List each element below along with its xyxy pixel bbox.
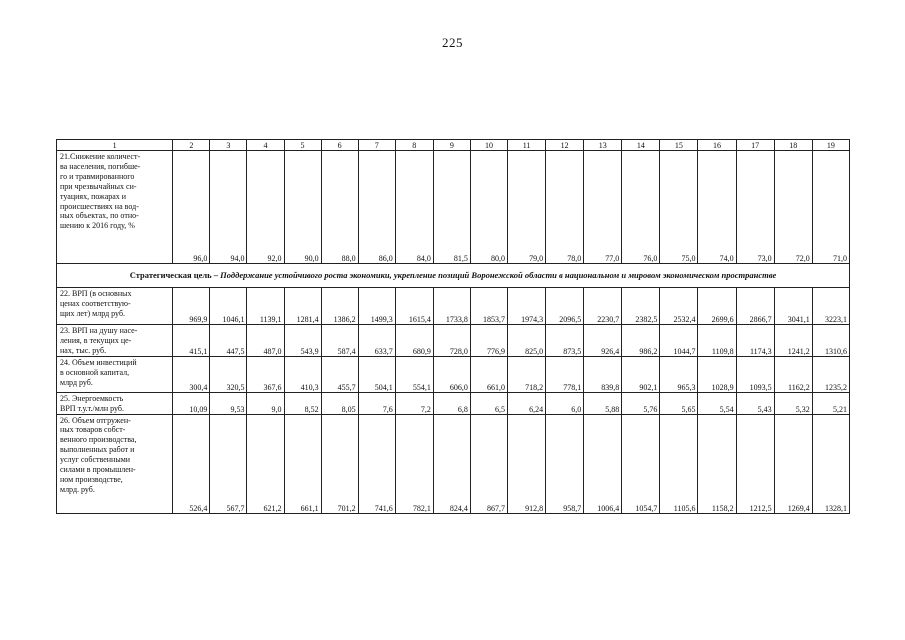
indicator-value: 661,0 — [470, 356, 507, 392]
column-number: 4 — [247, 140, 284, 151]
indicator-value: 6,5 — [470, 392, 507, 414]
column-number: 18 — [774, 140, 812, 151]
indicator-value: 912,8 — [508, 414, 546, 513]
indicator-value: 88,0 — [321, 151, 358, 264]
indicator-value: 606,0 — [433, 356, 470, 392]
indicator-value: 1028,9 — [698, 356, 736, 392]
indicator-value: 1054,7 — [622, 414, 660, 513]
indicator-value: 1006,4 — [584, 414, 622, 513]
indicator-value: 2866,7 — [736, 288, 774, 325]
table-row — [57, 356, 850, 392]
indicator-value: 6,0 — [546, 392, 584, 414]
strategic-goal-cell — [57, 264, 850, 288]
indicator-value: 92,0 — [247, 151, 284, 264]
indicator-value: 300,4 — [173, 356, 210, 392]
column-number: 5 — [284, 140, 321, 151]
table-row — [57, 325, 850, 357]
indicator-value: 1733,8 — [433, 288, 470, 325]
indicator-value: 1281,4 — [284, 288, 321, 325]
indicator-label: 22. ВРП (в основных ценах соответствую- щих лет) млрд руб. — [57, 288, 173, 325]
indicator-value: 2382,5 — [622, 288, 660, 325]
indicator-value: 2230,7 — [584, 288, 622, 325]
column-number: 16 — [698, 140, 736, 151]
table-row — [57, 288, 850, 325]
indicator-value: 567,7 — [210, 414, 247, 513]
indicator-label: 24. Объем инвестиций в основной капитал, млрд руб. — [57, 356, 173, 392]
indicator-value: 1241,2 — [774, 325, 812, 357]
indicator-value: 96,0 — [173, 151, 210, 264]
indicator-value: 824,4 — [433, 414, 470, 513]
indicator-value: 487,0 — [247, 325, 284, 357]
indicator-value: 1044,7 — [660, 325, 698, 357]
indicator-value: 447,5 — [210, 325, 247, 357]
column-number: 13 — [584, 140, 622, 151]
indicator-value: 3041,1 — [774, 288, 812, 325]
indicator-value: 5,54 — [698, 392, 736, 414]
indicator-value: 94,0 — [210, 151, 247, 264]
indicator-value: 7,6 — [358, 392, 395, 414]
indicator-value: 7,2 — [395, 392, 433, 414]
indicator-value: 867,7 — [470, 414, 507, 513]
indicator-value: 958,7 — [546, 414, 584, 513]
indicator-value: 320,5 — [210, 356, 247, 392]
indicator-value: 5,32 — [774, 392, 812, 414]
indicator-value: 986,2 — [622, 325, 660, 357]
column-number: 14 — [622, 140, 660, 151]
indicator-value: 1162,2 — [774, 356, 812, 392]
indicator-value: 84,0 — [395, 151, 433, 264]
indicator-value: 728,0 — [433, 325, 470, 357]
strategic-goal-text: Поддержание устойчивого роста экономики, укрепление позиций Воронежской области в национальном и мировом экономическом пространстве — [220, 270, 777, 280]
indicator-value: 8,52 — [284, 392, 321, 414]
indicator-value: 902,1 — [622, 356, 660, 392]
indicator-value: 5,65 — [660, 392, 698, 414]
indicator-value: 701,2 — [321, 414, 358, 513]
indicator-value: 8,05 — [321, 392, 358, 414]
page-number: 225 — [442, 35, 463, 50]
indicator-value: 1386,2 — [321, 288, 358, 325]
indicator-value: 2096,5 — [546, 288, 584, 325]
indicator-value: 75,0 — [660, 151, 698, 264]
indicator-value: 1499,3 — [358, 288, 395, 325]
indicator-value: 78,0 — [546, 151, 584, 264]
indicator-value: 543,9 — [284, 325, 321, 357]
indicator-value: 410,3 — [284, 356, 321, 392]
indicator-value: 72,0 — [774, 151, 812, 264]
indicator-value: 1093,5 — [736, 356, 774, 392]
indicator-value: 10,09 — [173, 392, 210, 414]
indicator-value: 5,43 — [736, 392, 774, 414]
indicator-value: 1046,1 — [210, 288, 247, 325]
indicator-value: 455,7 — [321, 356, 358, 392]
indicator-value: 778,1 — [546, 356, 584, 392]
column-number: 1 — [57, 140, 173, 151]
indicator-value: 680,9 — [395, 325, 433, 357]
column-number: 10 — [470, 140, 507, 151]
column-number: 17 — [736, 140, 774, 151]
indicator-value: 2699,6 — [698, 288, 736, 325]
column-number: 15 — [660, 140, 698, 151]
indicator-value: 587,4 — [321, 325, 358, 357]
indicator-value: 1974,3 — [508, 288, 546, 325]
indicator-value: 5,21 — [812, 392, 849, 414]
indicator-value: 6,24 — [508, 392, 546, 414]
indicator-label: 23. ВРП на душу насе- ления, в текущих це- нах, тыс. руб. — [57, 325, 173, 357]
indicator-value: 74,0 — [698, 151, 736, 264]
indicator-value: 5,76 — [622, 392, 660, 414]
indicator-value: 621,2 — [247, 414, 284, 513]
indicator-value: 741,6 — [358, 414, 395, 513]
indicator-label: 25. Энергоемкость ВРП т.у.т./млн руб. — [57, 392, 173, 414]
indicator-value: 1853,7 — [470, 288, 507, 325]
indicator-value: 782,1 — [395, 414, 433, 513]
table-row — [57, 151, 850, 264]
indicator-value: 86,0 — [358, 151, 395, 264]
indicator-label: 26. Объем отгружен- ных товаров собст- венного производства, выполненных работ и услуг собственными силами в промышлен- ном производстве, млрд. руб. — [57, 414, 173, 513]
indicator-value: 80,0 — [470, 151, 507, 264]
indicator-value: 9,0 — [247, 392, 284, 414]
column-number: 11 — [508, 140, 546, 151]
indicator-value: 73,0 — [736, 151, 774, 264]
indicator-value: 2532,4 — [660, 288, 698, 325]
indicator-value: 1158,2 — [698, 414, 736, 513]
indicator-value: 9,53 — [210, 392, 247, 414]
indicator-value: 526,4 — [173, 414, 210, 513]
indicator-value: 633,7 — [358, 325, 395, 357]
indicator-value: 1212,5 — [736, 414, 774, 513]
indicators-table — [56, 139, 850, 514]
indicator-value: 1310,6 — [812, 325, 849, 357]
column-number: 9 — [433, 140, 470, 151]
column-number: 19 — [812, 140, 849, 151]
indicator-value: 367,6 — [247, 356, 284, 392]
indicator-value: 415,1 — [173, 325, 210, 357]
indicator-value: 5,88 — [584, 392, 622, 414]
column-number: 6 — [321, 140, 358, 151]
indicator-value: 90,0 — [284, 151, 321, 264]
indicator-value: 661,1 — [284, 414, 321, 513]
indicator-value: 718,2 — [508, 356, 546, 392]
indicator-value: 1139,1 — [247, 288, 284, 325]
indicator-value: 969,9 — [173, 288, 210, 325]
column-number: 8 — [395, 140, 433, 151]
indicator-value: 1109,8 — [698, 325, 736, 357]
indicator-value: 554,1 — [395, 356, 433, 392]
indicator-value: 1174,3 — [736, 325, 774, 357]
indicator-value: 926,4 — [584, 325, 622, 357]
indicator-value: 79,0 — [508, 151, 546, 264]
indicator-value: 965,3 — [660, 356, 698, 392]
indicator-value: 1235,2 — [812, 356, 849, 392]
table-row — [57, 392, 850, 414]
indicator-value: 71,0 — [812, 151, 849, 264]
strategic-goal-prefix: Стратегическая цель – — [129, 270, 221, 280]
indicator-value: 839,8 — [584, 356, 622, 392]
indicator-value: 873,5 — [546, 325, 584, 357]
header-row — [57, 140, 850, 151]
indicator-value: 1328,1 — [812, 414, 849, 513]
indicator-label: 21.Снижение количест- ва населения, погибше- го и травмированного при чрезвычайных си- туациях, пожарах и происшествиях на вод- ных объектах, по отно- шению к 2016 году, % — [57, 151, 173, 264]
indicator-value: 776,9 — [470, 325, 507, 357]
table-row — [57, 414, 850, 513]
indicator-value: 1615,4 — [395, 288, 433, 325]
indicator-value: 1269,4 — [774, 414, 812, 513]
column-number: 2 — [173, 140, 210, 151]
column-number: 7 — [358, 140, 395, 151]
strategic-goal-row — [57, 264, 850, 288]
indicator-value: 3223,1 — [812, 288, 849, 325]
indicator-value: 825,0 — [508, 325, 546, 357]
indicator-value: 6,8 — [433, 392, 470, 414]
column-number: 3 — [210, 140, 247, 151]
indicator-value: 1105,6 — [660, 414, 698, 513]
indicator-value: 77,0 — [584, 151, 622, 264]
column-number: 12 — [546, 140, 584, 151]
indicator-value: 81,5 — [433, 151, 470, 264]
indicator-value: 504,1 — [358, 356, 395, 392]
indicator-value: 76,0 — [622, 151, 660, 264]
